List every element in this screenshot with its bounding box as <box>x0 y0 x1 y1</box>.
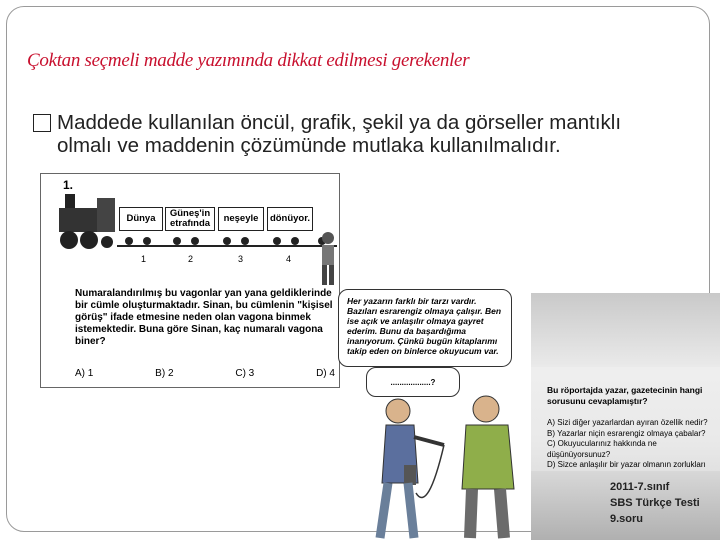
slide-body-text: Maddede kullanılan öncül, grafik, şekil ya da görseller mantıklı olmalı ve maddenin çözümünde mutlaka kullanılmalıdır. <box>57 111 622 157</box>
train-question-figure <box>40 173 340 388</box>
interview-question-text: Bu röportajda yazar, gazetecinin hangi sorusunu cevaplamıştır? <box>547 385 703 406</box>
option-c: C) 3 <box>235 368 255 379</box>
train-question-text: Numaralandırılmış bu vagonlar yan yana geldiklerinde bir cümle oluşturmaktadır. Sinan, bu cümlenin "kişisel görüş" ifade etmesine neden olan vagona binmek istemektedir. Buna göre Sinan, kaç numaralı vagona biner? <box>75 288 333 347</box>
option-a: A) 1 <box>75 368 94 379</box>
interview-people-illustration <box>358 393 548 540</box>
question-number: 1. <box>63 178 74 192</box>
wagon-number-1: 1 <box>141 254 147 264</box>
wagon-number-4: 4 <box>286 254 292 264</box>
wagon-number-3: 3 <box>238 254 244 264</box>
interview-option-d: D) Sizce anlaşılır bir yazar olmanın zorlukları <box>547 460 706 469</box>
wagon-number-2: 2 <box>188 254 194 264</box>
wagon-3: neşeyle <box>218 207 264 231</box>
interview-question-figure <box>338 283 720 540</box>
wagon-4: dönüyor. <box>267 207 313 231</box>
source-box <box>531 471 720 540</box>
source-line-3: 9.soru <box>610 513 644 525</box>
source-line-2: SBS Türkçe Testi <box>610 497 700 509</box>
slide-title: Çoktan seçmeli madde yazımında dikkat edilmesi gerekenler <box>27 50 470 71</box>
interview-option-c: C) Okuyucularınız hakkında ne düşünüyorsunuz? <box>547 439 657 459</box>
boy-figure-icon <box>316 230 340 290</box>
question-panel <box>531 293 720 540</box>
rail-track <box>117 236 337 250</box>
train-options <box>75 368 335 379</box>
panel-header-strip <box>531 293 720 367</box>
bullet-checkbox-icon <box>33 114 51 132</box>
option-b: B) 2 <box>155 368 174 379</box>
interview-option-a: A) Sizi diğer yazarlardan ayıran özellik nedir? <box>547 418 708 427</box>
wagon-1: Dünya <box>119 207 163 231</box>
option-d: D) 4 <box>316 368 335 379</box>
writer-speech-bubble: Her yazarın farklı bir tarzı vardır. Bazıları esrarengiz olmaya çalışır. Ben ise açık ve anlaşılır olmaya gayret ederim. Bunu da başardığıma inanıyorum. Çünkü bugün kitaplarımı takip eden on binlerce okuyucum var. <box>338 289 512 367</box>
locomotive-icon <box>45 186 125 254</box>
wagon-2: Güneş'in etrafında <box>165 207 215 231</box>
source-line-1: 2011-7.sınıf <box>610 481 670 493</box>
interview-option-b: B) Yazarlar niçin esrarengiz olmaya çabalar? <box>547 428 706 438</box>
journalist-speech-bubble: ..................? <box>366 367 460 397</box>
